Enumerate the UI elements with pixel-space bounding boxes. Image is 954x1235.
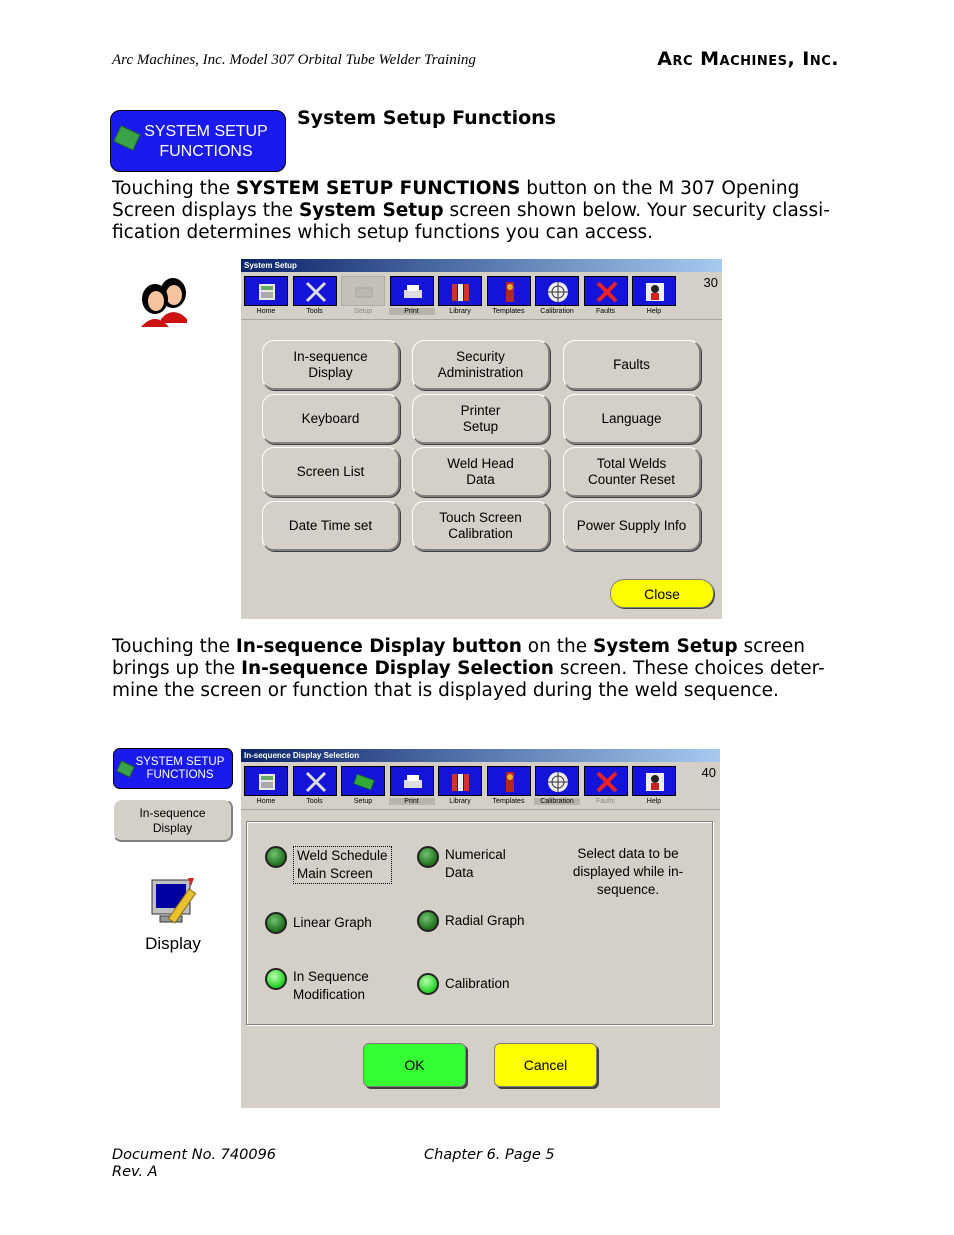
- option-label: Weld Schedule Main Screen: [293, 846, 392, 884]
- tools-icon: [304, 280, 328, 304]
- text: Touching the: [112, 636, 236, 657]
- toolbar-label: Library: [449, 798, 471, 805]
- faults-icon: [595, 280, 619, 304]
- toolbar-label: Templates: [492, 798, 525, 805]
- toolbar-label: Tools: [306, 308, 323, 315]
- toolbar-home[interactable]: [243, 764, 292, 809]
- window-title: In-sequence Display Selection: [241, 749, 720, 762]
- option-label: In Sequence Modification: [293, 969, 369, 1002]
- bold-text: In-sequence Display button: [235, 636, 522, 657]
- setup-icon: [352, 280, 376, 304]
- toolbar-faults[interactable]: [583, 274, 632, 319]
- weld-head-data-button[interactable]: Weld Head Data: [412, 447, 550, 497]
- people-icon: [137, 273, 193, 329]
- text: screen shown below. Your security classi-fication determines which setup functions you can access.: [112, 200, 830, 243]
- option-calibration[interactable]: [417, 973, 510, 995]
- system-setup-screen: [241, 259, 722, 619]
- tools-icon: [304, 770, 328, 794]
- footer-revision: Rev. A: [112, 1164, 158, 1180]
- text: button on the M 307 Opening Screen displays the: [112, 178, 800, 221]
- toolbar-calibration[interactable]: [534, 764, 583, 809]
- system-setup-functions-button[interactable]: [110, 110, 286, 172]
- security-administration-button[interactable]: Security Administration: [412, 340, 550, 390]
- option-radial-graph[interactable]: [417, 910, 525, 932]
- indicator-led-icon: [265, 912, 287, 934]
- footer-page-number: Chapter 6. Page 5: [424, 1147, 555, 1163]
- toolbar-calibration[interactable]: [534, 274, 583, 319]
- in-sequence-display-selection-screen: [241, 749, 720, 1108]
- ok-button[interactable]: OK: [363, 1043, 466, 1087]
- button-label-line1: SYSTEM SETUP: [144, 123, 268, 140]
- in-sequence-display-side-button[interactable]: In-sequence Display: [113, 799, 233, 842]
- toolbar-label: Print: [389, 308, 435, 315]
- in-sequence-display-button[interactable]: In-sequence Display: [262, 340, 400, 390]
- bold-text: In-sequence Display Selection: [241, 658, 554, 679]
- calibration-icon: [546, 770, 570, 794]
- instruction-text: Select data to be displayed while in-sequence.: [572, 846, 684, 897]
- total-welds-counter-reset-button[interactable]: Total Welds Counter Reset: [563, 447, 701, 497]
- toolbar-help[interactable]: [631, 764, 680, 809]
- option-label: Linear Graph: [293, 915, 372, 930]
- close-button[interactable]: Close: [610, 579, 714, 608]
- faults-button[interactable]: Faults: [563, 340, 701, 390]
- templates-icon: [498, 280, 522, 304]
- button-label-line2: FUNCTIONS: [146, 769, 214, 781]
- toolbar-label: Home: [256, 798, 276, 805]
- option-in-sequence-modification[interactable]: [265, 968, 369, 1004]
- toolbar: [243, 764, 680, 809]
- help-icon: [643, 770, 667, 794]
- print-icon: [401, 770, 425, 794]
- option-label: Radial Graph: [445, 913, 525, 928]
- help-icon: [643, 280, 667, 304]
- toolbar-help[interactable]: [631, 274, 680, 319]
- toolbar-label: Setup: [353, 798, 373, 805]
- toolbar-templates[interactable]: [486, 764, 535, 809]
- option-numerical-data[interactable]: [417, 846, 506, 882]
- faults-icon: [595, 770, 619, 794]
- display-label: Display: [145, 934, 201, 953]
- paragraph-intro: [112, 178, 852, 244]
- option-weld-schedule-main-screen[interactable]: [265, 846, 392, 884]
- indicator-led-icon: [417, 910, 439, 932]
- indicator-led-icon: [265, 968, 287, 990]
- company-logo-text: Arc Machines, Inc.: [657, 48, 839, 70]
- toolbar-label: Print: [389, 798, 435, 805]
- indicator-led-icon: [417, 973, 439, 995]
- system-setup-functions-small-button[interactable]: [113, 748, 233, 789]
- toolbar-faults[interactable]: [583, 764, 632, 809]
- toolbar-home[interactable]: [243, 274, 292, 319]
- toolbar-label: Library: [449, 308, 471, 315]
- bold-text: SYSTEM SETUP FUNCTIONS: [235, 178, 521, 199]
- indicator-led-icon: [417, 846, 439, 868]
- text: Touching the: [112, 178, 236, 199]
- indicator-led-icon: [265, 846, 287, 868]
- screen-number: 30: [703, 275, 718, 290]
- option-label: Calibration: [445, 976, 510, 991]
- window-title: System Setup: [241, 259, 722, 272]
- divider: [241, 809, 720, 810]
- cancel-button[interactable]: Cancel: [494, 1043, 597, 1087]
- keyboard-button[interactable]: Keyboard: [262, 394, 400, 444]
- toolbar-label: Home: [256, 308, 276, 315]
- home-icon: [255, 770, 279, 794]
- toolbar-print[interactable]: [389, 764, 438, 809]
- option-label: Numerical Data: [445, 847, 506, 880]
- toolbar-label: Templates: [492, 308, 525, 315]
- footer-document-number: Document No. 740096: [112, 1147, 277, 1163]
- toolbar-tools[interactable]: [292, 274, 341, 319]
- button-label-line2: FUNCTIONS: [159, 143, 253, 160]
- divider: [241, 319, 722, 320]
- toolbar-label: Setup: [353, 308, 373, 315]
- printer-setup-button[interactable]: Printer Setup: [412, 394, 550, 444]
- toolbar-setup[interactable]: [340, 274, 389, 319]
- paragraph-in-sequence: [112, 636, 852, 702]
- option-linear-graph[interactable]: [265, 912, 372, 934]
- calibration-icon: [546, 280, 570, 304]
- touch-screen-calibration-button[interactable]: Touch Screen Calibration: [412, 501, 550, 551]
- language-button[interactable]: Language: [563, 394, 701, 444]
- toolbar-label: Faults: [595, 308, 616, 315]
- toolbar-label: Tools: [306, 798, 323, 805]
- library-icon: [449, 280, 473, 304]
- toolbar-label: Help: [646, 798, 662, 805]
- toolbar-label: Calibration: [534, 798, 580, 805]
- toolbar-label: Faults: [595, 798, 616, 805]
- running-header-title: Arc Machines, Inc. Model 307 Orbital Tube Welder Training: [112, 52, 476, 68]
- toolbar: [243, 274, 680, 319]
- text: screen brings up the: [112, 636, 805, 679]
- button-label-line1: SYSTEM SETUP: [135, 756, 225, 768]
- section-title: System Setup Functions: [297, 107, 556, 129]
- text: on the: [521, 636, 593, 657]
- setup-icon: [352, 770, 376, 794]
- toolbar-library[interactable]: [437, 274, 486, 319]
- toolbar-print[interactable]: [389, 274, 438, 319]
- toolbar-label: Calibration: [540, 308, 574, 315]
- toolbar-tools[interactable]: [292, 764, 341, 809]
- toolbar-library[interactable]: [437, 764, 486, 809]
- bold-text: System Setup: [592, 636, 738, 657]
- screen-list-button[interactable]: Screen List: [262, 447, 400, 497]
- templates-icon: [498, 770, 522, 794]
- display-monitor-icon: [148, 876, 198, 928]
- screen-number: 40: [701, 765, 716, 780]
- toolbar-templates[interactable]: [486, 274, 535, 319]
- library-icon: [449, 770, 473, 794]
- print-icon: [401, 280, 425, 304]
- text: screen. These choices deter-mine the screen or function that is displayed during the weld sequence.: [112, 658, 825, 701]
- bold-text: System Setup: [298, 200, 444, 221]
- date-time-set-button[interactable]: Date Time set: [262, 501, 400, 551]
- power-supply-info-button[interactable]: Power Supply Info: [563, 501, 701, 551]
- home-icon: [255, 280, 279, 304]
- toolbar-setup[interactable]: [340, 764, 389, 809]
- toolbar-label: Help: [646, 308, 662, 315]
